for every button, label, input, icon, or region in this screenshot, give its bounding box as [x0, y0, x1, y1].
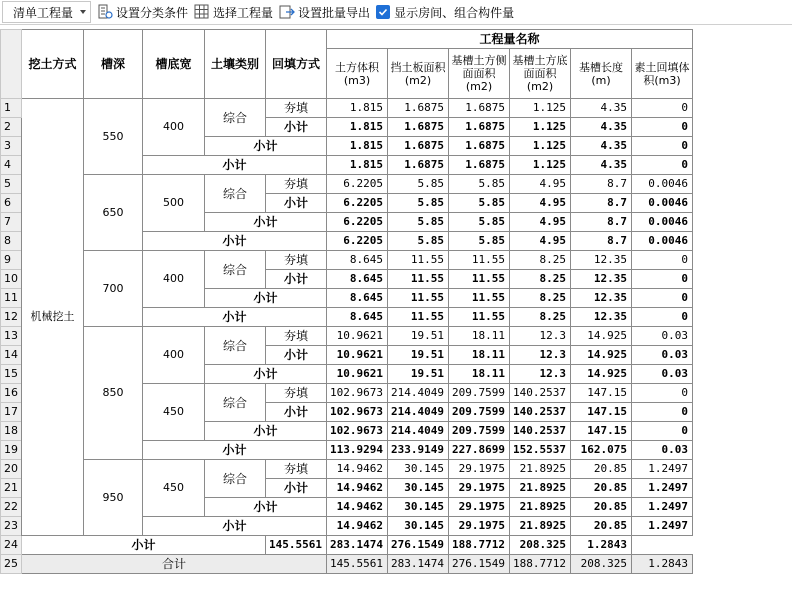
- batch-export-label: 设置批量导出: [298, 5, 371, 20]
- table-row: [1, 251, 693, 270]
- cell-value[interactable]: 209.7599: [449, 403, 510, 422]
- cell-value[interactable]: 11.55: [388, 251, 449, 270]
- cell-value[interactable]: 1.6875: [449, 99, 510, 118]
- cell-subtotal[interactable]: 小计: [266, 479, 327, 498]
- cell-value[interactable]: 8.645: [327, 308, 388, 327]
- cell-value[interactable]: 214.4049: [388, 403, 449, 422]
- cell-value[interactable]: 4.35: [571, 156, 632, 175]
- cell-value[interactable]: 19.51: [388, 327, 449, 346]
- cell-value[interactable]: 0: [632, 99, 693, 118]
- cell-value[interactable]: 30.145: [388, 498, 449, 517]
- cell-value[interactable]: 1.6875: [388, 118, 449, 137]
- cell-value[interactable]: 5.85: [388, 232, 449, 251]
- quantity-grid: [0, 29, 792, 601]
- cell-subtotal[interactable]: 小计: [143, 232, 327, 251]
- header-backfill[interactable]: 回填方式: [266, 30, 327, 99]
- cell-backfill[interactable]: 夯填: [266, 460, 327, 479]
- cell-value[interactable]: 1.2497: [632, 517, 693, 536]
- cell-value[interactable]: 147.15: [571, 422, 632, 441]
- row-number[interactable]: 24: [1, 536, 22, 555]
- cell-value[interactable]: 10.9621: [327, 365, 388, 384]
- row-number[interactable]: 7: [1, 213, 22, 232]
- cell-width[interactable]: 450: [143, 384, 205, 441]
- show-rooms-checkbox[interactable]: [376, 4, 514, 21]
- cell-value[interactable]: 4.95: [510, 194, 571, 213]
- cell-value[interactable]: 11.55: [449, 270, 510, 289]
- show-rooms-label: 显示房间、组合构件量: [394, 5, 515, 20]
- row-number[interactable]: 13: [1, 327, 22, 346]
- cell-value[interactable]: 0: [632, 308, 693, 327]
- chevron-down-icon: [80, 10, 86, 14]
- cell-value[interactable]: 12.3: [510, 327, 571, 346]
- checkbox-checked-icon: [376, 5, 390, 19]
- cell-value[interactable]: 30.145: [388, 460, 449, 479]
- cell-value[interactable]: 1.2497: [632, 498, 693, 517]
- cell-value[interactable]: 0: [632, 403, 693, 422]
- table-row: [1, 327, 693, 346]
- cell-value[interactable]: 1.2497: [632, 460, 693, 479]
- row-number[interactable]: 9: [1, 251, 22, 270]
- cell-value[interactable]: 0: [632, 422, 693, 441]
- cell-width[interactable]: 500: [143, 175, 205, 232]
- cell-value[interactable]: 11.55: [449, 289, 510, 308]
- header-trench-depth[interactable]: 槽深: [84, 30, 143, 99]
- table-row: [1, 460, 693, 479]
- cell-value[interactable]: 0.03: [632, 327, 693, 346]
- header-side-area[interactable]: 基槽土方侧面面积(m2): [449, 49, 510, 99]
- cell-value[interactable]: 162.075: [571, 441, 632, 460]
- cell-value[interactable]: 8.7: [571, 175, 632, 194]
- cell-value[interactable]: 20.85: [571, 479, 632, 498]
- cell-value[interactable]: 29.1975: [449, 460, 510, 479]
- cell-width[interactable]: 400: [143, 99, 205, 156]
- cell-backfill[interactable]: 夯填: [266, 99, 327, 118]
- header-soil-type[interactable]: 土壤类别: [205, 30, 266, 99]
- row-number[interactable]: 11: [1, 289, 22, 308]
- cell-value[interactable]: 12.3: [510, 346, 571, 365]
- cell-value[interactable]: 140.2537: [510, 384, 571, 403]
- cell-value[interactable]: 5.85: [388, 194, 449, 213]
- cell-value[interactable]: 21.8925: [510, 479, 571, 498]
- cell-value[interactable]: 8.25: [510, 289, 571, 308]
- cell-value[interactable]: 4.35: [571, 99, 632, 118]
- cell-value[interactable]: 1.6875: [388, 156, 449, 175]
- quantity-table: [0, 29, 693, 574]
- cell-subtotal[interactable]: 小计: [205, 498, 327, 517]
- cell-value[interactable]: 10.9621: [327, 327, 388, 346]
- total-row: [1, 555, 693, 574]
- select-quantity-label: 选择工程量: [213, 5, 274, 20]
- cell-value[interactable]: 1.6875: [449, 156, 510, 175]
- cell-value[interactable]: 21.8925: [510, 498, 571, 517]
- table-row: [1, 99, 693, 118]
- row-number[interactable]: 18: [1, 422, 22, 441]
- cell-soil[interactable]: 综合: [205, 251, 266, 289]
- cell-soil[interactable]: 综合: [205, 384, 266, 422]
- cell-subtotal[interactable]: 小计: [205, 422, 327, 441]
- cell-value[interactable]: 29.1975: [449, 479, 510, 498]
- cell-subtotal[interactable]: 小计: [266, 270, 327, 289]
- row-number[interactable]: 22: [1, 498, 22, 517]
- cell-subtotal[interactable]: 小计: [266, 403, 327, 422]
- cell-value[interactable]: 1.2497: [632, 479, 693, 498]
- cell-value[interactable]: 11.55: [449, 251, 510, 270]
- cell-width[interactable]: 450: [143, 460, 205, 517]
- cell-value[interactable]: 8.645: [327, 270, 388, 289]
- cell-value[interactable]: 10.9621: [327, 346, 388, 365]
- cell-depth[interactable]: 550: [84, 99, 143, 175]
- cell-value[interactable]: 1.815: [327, 118, 388, 137]
- cell-value[interactable]: 20.85: [571, 460, 632, 479]
- row-number[interactable]: 6: [1, 194, 22, 213]
- header-bottom-area[interactable]: 基槽土方底面面积(m2): [510, 49, 571, 99]
- cell-value[interactable]: 1.125: [510, 118, 571, 137]
- cell-backfill[interactable]: 夯填: [266, 251, 327, 270]
- cell-value[interactable]: 6.2205: [327, 213, 388, 232]
- row-number[interactable]: 14: [1, 346, 22, 365]
- cell-subtotal[interactable]: 小计: [266, 118, 327, 137]
- row-number[interactable]: 15: [1, 365, 22, 384]
- row-number[interactable]: 4: [1, 156, 22, 175]
- cell-value[interactable]: 0.0046: [632, 232, 693, 251]
- cell-value[interactable]: 8.7: [571, 194, 632, 213]
- row-number[interactable]: 25: [1, 555, 22, 574]
- row-number[interactable]: 17: [1, 403, 22, 422]
- set-classify-label: 设置分类条件: [116, 5, 189, 20]
- cell-value[interactable]: 1.815: [327, 137, 388, 156]
- select-quantity-button[interactable]: [194, 2, 273, 22]
- cell-subtotal[interactable]: 小计: [205, 213, 327, 232]
- cell-value[interactable]: 1.815: [327, 156, 388, 175]
- cell-subtotal[interactable]: 小计: [266, 346, 327, 365]
- row-number[interactable]: 16: [1, 384, 22, 403]
- row-number[interactable]: 8: [1, 232, 22, 251]
- cell-width[interactable]: 400: [143, 327, 205, 384]
- cell-subtotal[interactable]: 小计: [205, 137, 327, 156]
- cell-value[interactable]: 18.11: [449, 327, 510, 346]
- batch-export-button[interactable]: [279, 2, 370, 22]
- header-dig-method[interactable]: 挖土方式: [22, 30, 84, 99]
- cell-value[interactable]: 14.9462: [327, 479, 388, 498]
- cell-value[interactable]: 0.0046: [632, 213, 693, 232]
- cell-value[interactable]: 20.85: [571, 498, 632, 517]
- cell-value[interactable]: 0.03: [632, 441, 693, 460]
- cell-value[interactable]: 1.125: [510, 99, 571, 118]
- cell-value[interactable]: 20.85: [571, 517, 632, 536]
- cell-value[interactable]: 4.95: [510, 213, 571, 232]
- cell-value[interactable]: 8.645: [327, 251, 388, 270]
- cell-soil[interactable]: 综合: [205, 460, 266, 498]
- cell-subtotal[interactable]: 小计: [22, 536, 266, 555]
- cell-value[interactable]: 0.0046: [632, 194, 693, 213]
- cell-value[interactable]: 208.325: [571, 555, 632, 574]
- cell-value[interactable]: 1.2843: [632, 555, 693, 574]
- cell-value[interactable]: 147.15: [571, 403, 632, 422]
- cell-soil[interactable]: 综合: [205, 175, 266, 213]
- cell-value[interactable]: 12.3: [510, 365, 571, 384]
- cell-value[interactable]: 209.7599: [449, 384, 510, 403]
- cell-value[interactable]: 102.9673: [327, 422, 388, 441]
- cell-value[interactable]: 5.85: [388, 213, 449, 232]
- header-quantity-name[interactable]: 工程量名称: [327, 30, 693, 49]
- cell-value[interactable]: 5.85: [449, 213, 510, 232]
- header-plain-backfill[interactable]: 素土回填体积(m3): [632, 49, 693, 99]
- cell-width[interactable]: 400: [143, 251, 205, 308]
- cell-value[interactable]: 12.35: [571, 308, 632, 327]
- cell-value[interactable]: 0.03: [632, 346, 693, 365]
- cell-total-label[interactable]: 合计: [22, 555, 327, 574]
- list-quantity-select[interactable]: [2, 1, 91, 23]
- row-number[interactable]: 1: [1, 99, 22, 118]
- cell-value[interactable]: 140.2537: [510, 422, 571, 441]
- cell-dig-method[interactable]: 机械挖土: [22, 99, 84, 536]
- cell-value[interactable]: 12.35: [571, 270, 632, 289]
- cell-value[interactable]: 6.2205: [327, 194, 388, 213]
- cell-value[interactable]: 30.145: [388, 517, 449, 536]
- cell-value[interactable]: 233.9149: [388, 441, 449, 460]
- cell-value[interactable]: 21.8925: [510, 460, 571, 479]
- cell-value[interactable]: 29.1975: [449, 517, 510, 536]
- cell-value[interactable]: 11.55: [449, 308, 510, 327]
- cell-value[interactable]: 209.7599: [449, 422, 510, 441]
- cell-value[interactable]: 1.125: [510, 137, 571, 156]
- cell-value[interactable]: 214.4049: [388, 422, 449, 441]
- cell-value[interactable]: 147.15: [571, 384, 632, 403]
- cell-value[interactable]: 14.9462: [327, 517, 388, 536]
- export-icon: [279, 4, 295, 20]
- cell-value[interactable]: 145.5561: [327, 555, 388, 574]
- row-number[interactable]: 5: [1, 175, 22, 194]
- row-number[interactable]: 10: [1, 270, 22, 289]
- row-number[interactable]: 19: [1, 441, 22, 460]
- cell-value[interactable]: 276.1549: [449, 555, 510, 574]
- cell-value[interactable]: 18.11: [449, 365, 510, 384]
- cell-value[interactable]: 1.6875: [449, 118, 510, 137]
- cell-value[interactable]: 102.9673: [327, 384, 388, 403]
- header-trench-width[interactable]: 槽底宽: [143, 30, 205, 99]
- cell-subtotal[interactable]: 小计: [266, 194, 327, 213]
- row-number[interactable]: 20: [1, 460, 22, 479]
- cell-value[interactable]: 1.6875: [388, 137, 449, 156]
- cell-soil[interactable]: 综合: [205, 99, 266, 137]
- cell-value[interactable]: 8.7: [571, 213, 632, 232]
- cell-depth[interactable]: 950: [84, 460, 143, 536]
- cell-subtotal[interactable]: 小计: [143, 517, 327, 536]
- cell-value[interactable]: 214.4049: [388, 384, 449, 403]
- set-classify-button[interactable]: [97, 2, 188, 22]
- cell-value[interactable]: 18.11: [449, 346, 510, 365]
- cell-value[interactable]: 30.145: [388, 479, 449, 498]
- cell-value[interactable]: 11.55: [388, 289, 449, 308]
- cell-value[interactable]: 1.125: [510, 156, 571, 175]
- toolbar: [0, 0, 792, 25]
- cell-value[interactable]: 283.1474: [327, 536, 388, 555]
- cell-value[interactable]: 5.85: [449, 194, 510, 213]
- cell-value[interactable]: 14.925: [571, 346, 632, 365]
- cell-subtotal[interactable]: 小计: [205, 289, 327, 308]
- grid-select-icon: [194, 4, 210, 20]
- cell-subtotal[interactable]: 小计: [205, 365, 327, 384]
- list-quantity-select-label: 清单工程量: [13, 5, 74, 20]
- cell-value[interactable]: 0: [632, 118, 693, 137]
- row-number[interactable]: 23: [1, 517, 22, 536]
- cell-value[interactable]: 4.35: [571, 137, 632, 156]
- cell-value[interactable]: 14.9462: [327, 460, 388, 479]
- row-number[interactable]: 12: [1, 308, 22, 327]
- cell-depth[interactable]: 650: [84, 175, 143, 251]
- classify-icon: [97, 4, 113, 20]
- cell-value[interactable]: 14.9462: [327, 498, 388, 517]
- header-trench-length[interactable]: 基槽长度(m): [571, 49, 632, 99]
- corner-cell[interactable]: [1, 30, 22, 99]
- cell-value[interactable]: 8.7: [571, 232, 632, 251]
- cell-value[interactable]: 4.95: [510, 232, 571, 251]
- cell-value[interactable]: 11.55: [388, 308, 449, 327]
- cell-value[interactable]: 188.7712: [510, 555, 571, 574]
- cell-value[interactable]: 276.1549: [388, 536, 449, 555]
- cell-value[interactable]: 6.2205: [327, 232, 388, 251]
- header-retaining-area[interactable]: 挡土板面积(m2): [388, 49, 449, 99]
- header-row: [1, 30, 693, 49]
- cell-value[interactable]: 283.1474: [388, 555, 449, 574]
- table-row: [1, 175, 693, 194]
- table-row: [1, 536, 693, 555]
- cell-value[interactable]: 14.925: [571, 365, 632, 384]
- cell-value[interactable]: 188.7712: [449, 536, 510, 555]
- row-number[interactable]: 2: [1, 118, 22, 137]
- cell-value[interactable]: 145.5561: [266, 536, 327, 555]
- cell-value[interactable]: 152.5537: [510, 441, 571, 460]
- cell-value[interactable]: 4.95: [510, 175, 571, 194]
- cell-value[interactable]: 1.815: [327, 99, 388, 118]
- cell-value[interactable]: 0: [632, 156, 693, 175]
- cell-depth[interactable]: 700: [84, 251, 143, 327]
- cell-value[interactable]: 0.03: [632, 365, 693, 384]
- cell-value[interactable]: 12.35: [571, 289, 632, 308]
- cell-value[interactable]: 19.51: [388, 346, 449, 365]
- cell-value[interactable]: 4.35: [571, 118, 632, 137]
- cell-backfill[interactable]: 夯填: [266, 384, 327, 403]
- cell-value[interactable]: 0: [632, 137, 693, 156]
- cell-value[interactable]: 5.85: [449, 232, 510, 251]
- cell-value[interactable]: 0: [632, 270, 693, 289]
- cell-value[interactable]: 0.0046: [632, 175, 693, 194]
- cell-value[interactable]: 1.6875: [388, 99, 449, 118]
- cell-subtotal[interactable]: 小计: [143, 156, 327, 175]
- cell-value[interactable]: 19.51: [388, 365, 449, 384]
- cell-subtotal[interactable]: 小计: [143, 308, 327, 327]
- cell-value[interactable]: 11.55: [388, 270, 449, 289]
- cell-value[interactable]: 21.8925: [510, 517, 571, 536]
- cell-value[interactable]: 1.2843: [571, 536, 632, 555]
- cell-value[interactable]: 29.1975: [449, 498, 510, 517]
- cell-value[interactable]: 1.6875: [449, 137, 510, 156]
- cell-backfill[interactable]: 夯填: [266, 175, 327, 194]
- cell-soil[interactable]: 综合: [205, 327, 266, 365]
- cell-value[interactable]: 6.2205: [327, 175, 388, 194]
- cell-value[interactable]: 227.8699: [449, 441, 510, 460]
- cell-value[interactable]: 0: [632, 251, 693, 270]
- cell-depth[interactable]: 850: [84, 327, 143, 460]
- cell-value[interactable]: 8.645: [327, 289, 388, 308]
- cell-value[interactable]: 208.325: [510, 536, 571, 555]
- cell-value[interactable]: 5.85: [388, 175, 449, 194]
- cell-value[interactable]: 14.925: [571, 327, 632, 346]
- cell-value[interactable]: 0: [632, 289, 693, 308]
- cell-value[interactable]: 140.2537: [510, 403, 571, 422]
- cell-value[interactable]: 0: [632, 384, 693, 403]
- cell-value[interactable]: 8.25: [510, 270, 571, 289]
- cell-value[interactable]: 12.35: [571, 251, 632, 270]
- cell-backfill[interactable]: 夯填: [266, 327, 327, 346]
- cell-value[interactable]: 113.9294: [327, 441, 388, 460]
- cell-value[interactable]: 8.25: [510, 251, 571, 270]
- cell-subtotal[interactable]: 小计: [143, 441, 327, 460]
- cell-value[interactable]: 102.9673: [327, 403, 388, 422]
- header-earth-volume[interactable]: 土方体积(m3): [327, 49, 388, 99]
- cell-value[interactable]: 8.25: [510, 308, 571, 327]
- row-number[interactable]: 3: [1, 137, 22, 156]
- cell-value[interactable]: 5.85: [449, 175, 510, 194]
- row-number[interactable]: 21: [1, 479, 22, 498]
